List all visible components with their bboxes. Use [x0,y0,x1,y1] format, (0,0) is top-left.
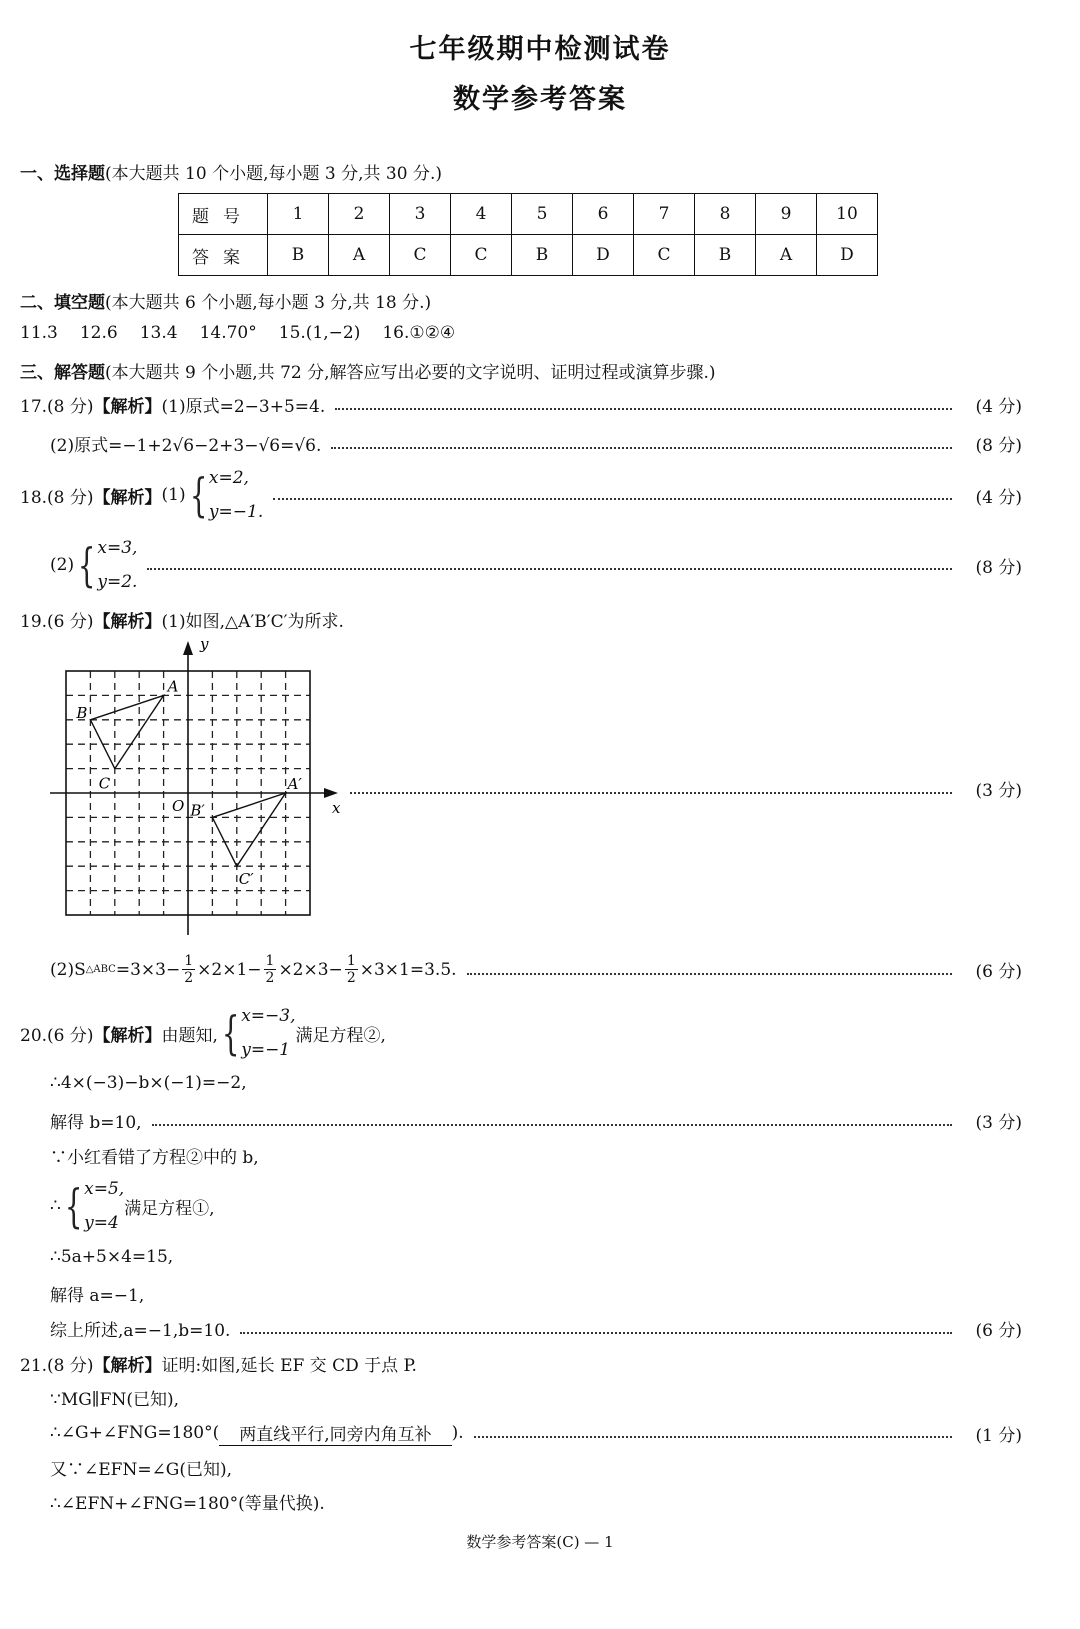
question-number-cell: 5 [512,194,573,235]
question-number-cell: 3 [390,194,451,235]
q21-line2 [50,1420,1022,1446]
answer-text: 解得 b=10, [50,1113,142,1133]
question-number-cell: 1 [268,194,329,235]
answer-cell: A [756,235,817,276]
q20-line4 [50,1172,1022,1240]
answer-cell: B [268,235,329,276]
score: (1 分) [975,1425,1022,1446]
answer-text: ∴∠G+∠FNG=180°( [50,1423,220,1443]
numerator: 1 [184,953,194,969]
answer-cell: B [695,235,756,276]
score: (6 分) [975,962,1022,982]
answer-text: ∴4×(−3)−b×(−1)=−2, [50,1073,247,1093]
row-header: 答案 [179,235,268,276]
dot-leader [474,1436,952,1438]
y-axis-arrow-icon [183,641,193,655]
equation: y=−1. [208,502,264,522]
score: (3 分) [975,1113,1022,1133]
section-title: 一、选择题 [20,164,105,184]
fill-blank-answer: 两直线平行,同旁内角互补 [219,1420,451,1446]
brace-icon: { [77,538,96,592]
answer-text: (2)S [50,959,86,980]
answer-text: ×2×1− [197,959,262,980]
score: (8 分) [975,436,1022,456]
section-title: 二、填空题 [20,293,105,313]
equation-system [61,1172,124,1240]
equation: x=2, [208,468,249,488]
question-number: 20.(6 分) [20,1025,94,1046]
point-label: y [200,635,209,653]
fraction [264,953,277,986]
answer-text: 证明:如图,延长 EF 交 CD 于点 P. [161,1356,417,1376]
q21-line3 [50,1455,1022,1480]
equation-system [218,999,296,1067]
fill-answer: 12.6 [79,323,118,343]
equation-system [74,531,137,599]
section-1-heading [20,159,442,184]
q20-intro [20,999,1022,1067]
answer-text: ∵MG∥FN(已知), [50,1390,179,1410]
question-number-cell: 7 [634,194,695,235]
score: (6 分) [975,1321,1022,1341]
point-label: C′ [238,870,254,889]
analysis-tag: 【解析】 [93,1356,162,1376]
question-number-cell: 10 [817,194,878,235]
answer-text: (2) [50,555,75,575]
answer-text: ). [451,1423,464,1443]
answer-cell: D [573,235,634,276]
point-label: B′ [190,801,205,820]
section-title: 三、解答题 [20,363,105,383]
dot-leader [240,1332,952,1334]
answer-text: ∵小红看错了方程②中的 b, [50,1148,259,1168]
dot-leader [147,568,952,570]
answer-cell: C [390,235,451,276]
question-number: 21.(8 分) [20,1356,94,1376]
denominator: 2 [265,970,275,986]
answer-text: ∴5a+5×4=15, [50,1247,174,1267]
equation: y=4 [84,1213,119,1233]
triangle-a-prime-b-prime-c-prime [212,793,285,866]
q20-line6 [50,1281,1022,1306]
fraction [182,953,195,986]
equation: x=3, [97,538,138,558]
fill-answer: 11.3 [20,323,58,343]
analysis-tag: 【解析】 [93,612,162,632]
choice-answer-table [178,193,878,276]
x-axis-arrow-icon [324,788,338,798]
denominator: 2 [346,970,356,986]
analysis-tag: 【解析】 [93,1025,162,1046]
section-2-heading [20,288,431,313]
answer-text: ∴ [50,1196,61,1216]
dot-leader [152,1124,952,1126]
answer-text: ∴∠EFN+∠FNG=180°(等量代换). [50,1494,325,1514]
answer-text: (1)如图,△A′B′C′为所求. [161,612,344,632]
score: (8 分) [975,557,1022,578]
question-number: 19.(6 分) [20,612,94,632]
answer-text: ×2×3− [278,959,343,980]
q19-part2 [50,953,1022,986]
point-label: B [76,703,88,722]
dot-leader [350,792,952,794]
answer-cell: C [451,235,512,276]
section-note: (本大题共 6 个小题,每小题 3 分,共 18 分.) [105,293,432,313]
answer-text: 由题知, [161,1025,218,1046]
q18-part2 [50,531,1022,599]
question-number: 17.(8 分) [20,397,94,417]
dot-leader [331,447,952,449]
analysis-tag: 【解析】 [93,397,162,417]
fill-in-answers [20,323,477,343]
equation: y=2. [97,572,138,592]
fill-answer: 13.4 [139,323,178,343]
answer-text: 综上所述,a=−1,b=10. [50,1321,231,1341]
answer-text: 满足方程②, [295,1025,386,1046]
question-number-cell: 8 [695,194,756,235]
score: (4 分) [975,397,1022,417]
q20-line1 [50,1073,1022,1093]
score: (3 分) [975,781,1022,801]
point-label: O [172,797,185,815]
answer-text: 又∵∠EFN=∠G(已知), [50,1460,233,1480]
table-row-numbers [179,194,878,235]
fraction [345,953,358,986]
point-label: x [332,799,341,817]
q19-part1-score [340,776,1022,801]
section-note: (本大题共 10 个小题,每小题 3 分,共 30 分.) [105,164,442,184]
fill-answer: 16.①②④ [382,323,456,343]
equation: x=5, [84,1179,125,1199]
q20-line7 [50,1316,1022,1341]
subscript: △ABC [85,964,116,975]
answer-cell: C [634,235,695,276]
page-subtitle: 数学参考答案 [453,84,627,115]
point-label: C [98,774,111,793]
brace-icon: { [189,468,208,522]
fill-answer: 14.70° [199,323,257,343]
answer-text: ×3×1=3.5. [359,959,457,980]
question-number-cell: 9 [756,194,817,235]
analysis-tag: 【解析】 [93,487,162,508]
answer-cell: D [817,235,878,276]
q18-part1 [20,461,1022,529]
dot-leader [335,408,952,410]
brace-icon: { [221,1006,240,1060]
q20-line5 [50,1247,1022,1267]
question-number-cell: 4 [451,194,512,235]
equation-system [186,461,264,529]
numerator: 1 [265,953,275,969]
equation: y=−1 [241,1040,291,1060]
q21-line1 [50,1385,1022,1410]
section-3-heading [20,358,716,383]
section-note: (本大题共 9 个小题,共 72 分,解答应写出必要的文字说明、证明过程或演算步骤.) [105,363,716,383]
question-number-cell: 6 [573,194,634,235]
denominator: 2 [184,970,194,986]
answer-text: 解得 a=−1, [50,1286,145,1306]
triangle-abc [90,695,163,768]
page-footer: 数学参考答案(C) — 1 [466,1533,614,1551]
score: (4 分) [975,487,1022,508]
q21-intro [20,1351,1022,1376]
q17-part1 [20,392,1022,417]
numerator: 1 [346,953,356,969]
question-number: 18.(8 分) [20,487,94,508]
q20-line2 [50,1108,1022,1133]
answer-cell: A [329,235,390,276]
equation: x=−3, [241,1006,296,1026]
q21-line4 [50,1489,1022,1514]
point-label: A [167,677,179,696]
fill-answer: 15.(1,−2) [278,323,361,343]
table-row-answers [179,235,878,276]
answer-text: (1)原式=2−3+5=4. [161,397,326,417]
coordinate-grid-figure [40,635,360,935]
dot-leader [467,973,952,975]
answer-text: (2)原式=−1+2√6−2+3−√6=√6. [50,436,322,456]
q20-line3 [50,1143,1022,1168]
answer-text: 满足方程①, [124,1198,215,1219]
answer-text: (1) [161,485,186,505]
point-label: A′ [287,775,302,793]
dot-leader [273,498,952,500]
answer-cell: B [512,235,573,276]
question-number-cell: 2 [329,194,390,235]
page-title: 七年级期中检测试卷 [409,34,671,65]
answer-text: =3×3− [115,959,181,980]
brace-icon: { [64,1179,83,1233]
q17-part2 [50,431,1022,456]
row-header: 题号 [179,194,268,235]
q19-part1 [20,607,1022,632]
